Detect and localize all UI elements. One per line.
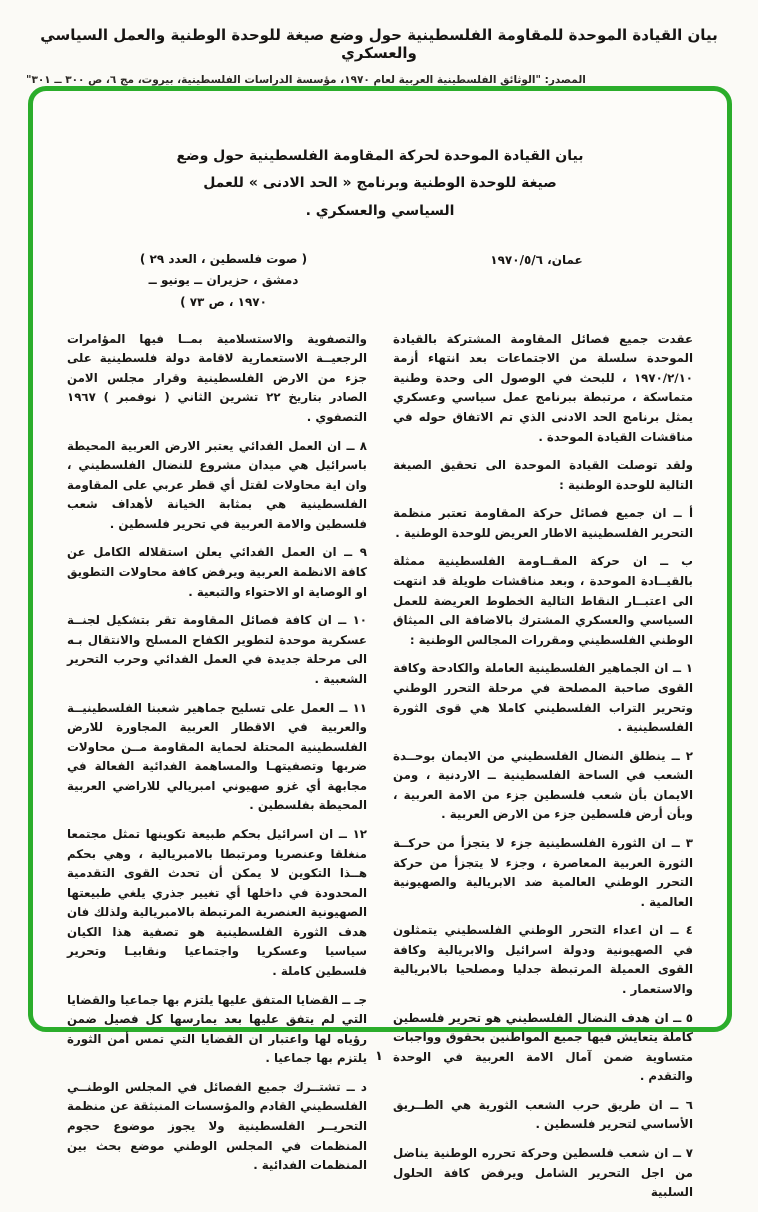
paragraph: ٦ ــ ان طريق حرب الشعب الثورية هي الطــريق الأساسي لتحرير فلسطين . (393, 1097, 693, 1132)
paragraph: د ــ تشتــرك جميع الفصائل في المجلس الوطنــي الفلسطيني القادم والمؤسسات المنبثقة عن منظمة التحريــر الفلسطينية ولا يجوز موضوع حجوم المنظمات في المجلس الوطني موضع بحث بين المنظمات الفدائية . (67, 1079, 367, 1173)
paragraph: أ ــ ان جميع فصائل حركة المقاومة تعتبر منظمة التحرير الفلسطينية الاطار العريض للوحدة الوطنية . (393, 506, 693, 540)
paragraph: ٤ ــ ان اعداء التحرر الوطني الفلسطيني يتمثلون في الصهيونية ودولة اسرائيل والابريالية وكافة القوى العميلة المرتبطة جدليا ومصلحيا بالابريالية والاستعمار . (393, 923, 693, 997)
paragraph: ولقد توصلت القيادة الموحدة الى تحقيق الصيغة التالية للوحدة الوطنية : (393, 458, 693, 492)
page-number: ١ (375, 1049, 383, 1064)
paragraph: ٨ ــ ان العمل الفدائي يعتبر الارض العربية المحيطة باسرائيل هي ميدان مشروع للنضال الفلسطيني ، وان اية محاولات لقتل أي قطر عربي على المقاومة الفلسطينية هي بمثابة الخيانة لأهداف شعب فلسطين والامة العربية في تحرير فلسطين . (67, 438, 367, 531)
right-column (393, 330, 693, 1212)
paragraph: ٧ ــ ان شعب فلسطين وحركة تحرره الوطنية يناضل من اجل التحرير الشامل ويرفض كافة الحلول السلبية (393, 1146, 693, 1200)
paragraph: ٣ ــ ان الثورة الفلسطينية جزء لا يتجزأ من حركــة الثورة العربية المعاصرة ، وجزء لا يتجزأ من حركة التحرر الوطني العالمية ضد الابريالية والصهيونية العالمية . (393, 835, 693, 909)
paragraph: عقدت جميع فصائل المقاومة المشتركة بالقيادة الموحدة سلسلة من الاجتماعات بعد انتهاء أزمة ١٩٧٠/٢/١٠ ، للبحث في الوصول الى وحدة وطنية متماسكة ، مرتبطة ببرنامج عمل سياسي وعسكري يمثل برنامج الحد الادنى الذي تم الاتفاق حوله في مناقشات القيادة الموحدة . (393, 331, 693, 444)
document-title (145, 143, 615, 225)
paragraph: جـ ــ القضايا المتفق عليها يلتزم بها جماعيا والقضايا التي لم يتفق عليها بعد يمارسها كل فصيل ضمن رؤياه لها واعتبار ان القضايا التي تمس أمن الثورة يلتزم بها جماعيا . (67, 992, 367, 1066)
paragraph: ٩ ــ ان العمل الفدائي يعلن استقلاله الكامل عن كافة الانظمة العربية ويرفض كافة محاولات التطويق او الوصاية او الاحتواء والتبعية . (67, 545, 367, 599)
page-title: بيان القيادة الموحدة للمقاومة الفلسطينية حول وضع صيغة للوحدة الوطنية والعمل السياسي والعسكري (40, 26, 718, 62)
document-meta-row (67, 249, 693, 314)
citation-line: دمشق ، حزيران ــ يونيو ــ (148, 273, 299, 288)
document-citation (67, 249, 380, 314)
paragraph: ٢ ــ ينطلق النضال الفلسطيني من الايمان بوحــدة الشعب في الساحة الفلسطينية ــ الاردنية ، ومن الايمان بأن شعب فلسطين جزء من الامة العربية ، وبأن أرض فلسطين جزء من الارض العربية . (393, 748, 693, 822)
document-title-line: صيغة للوحدة الوطنية وبرنامج « الحد الادنى » للعمل (203, 175, 557, 192)
paragraph: والتصفوية والاستسلامية بمــا فيها المؤامرات الرجعيــة الاستعمارية لاقامة دولة فلسطينية على جزء من الارض الفلسطينية وقرار مجلس الامن الصادر بتاريخ ٢٢ تشرين الثاني ( نوفمبر ) ١٩٦٧ التصفوي . (67, 331, 367, 424)
paragraph: ١٠ ــ ان كافة فصائل المقاومة تقر بتشكيل لجنــة عسكرية موحدة لتطوير الكفاح المسلح والانتقال بـه الى مرحلة جديدة في العمل الفدائي وحرب التحرير الشعبية . (67, 613, 367, 686)
paragraph: ٥ ــ ان هدف النضال الفلسطيني هو تحرير فلسطين كاملة يتعايش فيها جميع المواطنين بحقوق وواجبات متساوية ضمن آمال الامة العربية في الوحدة والتقدم . (393, 1010, 693, 1084)
document-title-line: بيان القيادة الموحدة لحركة المقاومة الفلسطينية حول وضع (176, 148, 584, 164)
page-header (0, 0, 758, 86)
document-title-line: السياسي والعسكري . (305, 202, 455, 219)
paragraph: ١١ ــ العمل على تسليح جماهير شعبنا الفلسطينيــة والعربية في الاقطار العربية المجاورة للارض الفلسطينية المحتلة لحماية المقاومة مــن محاولات ضربها وتصفيتهـا والمساهمة الفدائية الفعالة في مجابهة أي غزو صهيوني امبريالي للاراضي العربية المحيطة بفلسطين . (67, 700, 367, 813)
source-citation: المصدر: "الوثائق الفلسطينية العربية لعام ١٩٧٠، مؤسسة الدراسات الفلسطينية، بيروت، مج ٦، ص ٣٠٠ ــ ٣٠١" (26, 74, 586, 86)
paragraph: ١٢ ــ ان اسرائيل بحكم طبيعة تكوينها تمثل مجتمعا منغلقا وعنصريا ومرتبطا بالامبريالية ، وهي بحكم هــذا التكوين لا يمكن أن تحدث القوى التقدمية المحدودة في داخلها أي تغيير جذري يلغي طبيعتها الصهيونية العنصرية المرتبطة بالامبريالية ولذلك فان هدف الثورة الفلسطينية هو تصفية هذا الكيان سياسيا وعسكريا واجتماعيا ونقابيـا وتحرير فلسطين كاملة . (67, 826, 367, 979)
paragraph: ب ــ ان حركة المقــاومة الفلسطينية ممثلة بالقيــادة الموحدة ، وبعد مناقشات طويلة قد انتهت الى اعتبــار النقاط التالية الخطوط العريضة للعمل السياسي والعسكري المشترك بالاضافة الى الميثاق الوطني الفلسطيني ومقررات المجالس الوطنية : (393, 554, 693, 647)
document-date: عمان، ١٩٧٠/٥/٦ (490, 252, 583, 267)
paragraph: ١ ــ ان الجماهير الفلسطينية العاملة والكادحة وكافة القوى صاحبة المصلحة في مرحلة التحرر الوطني وتحرير التراب الفلسطيني كاملا هي قوى الثورة الفلسطينية . (393, 661, 693, 735)
left-column (67, 330, 367, 1212)
citation-line: ١٩٧٠ ، ص ٧٣ ) (180, 295, 267, 310)
document-body-columns (67, 330, 693, 1212)
document-frame (28, 86, 732, 1200)
citation-line: ( صوت فلسطين ، العدد ٢٩ ) (139, 251, 308, 266)
